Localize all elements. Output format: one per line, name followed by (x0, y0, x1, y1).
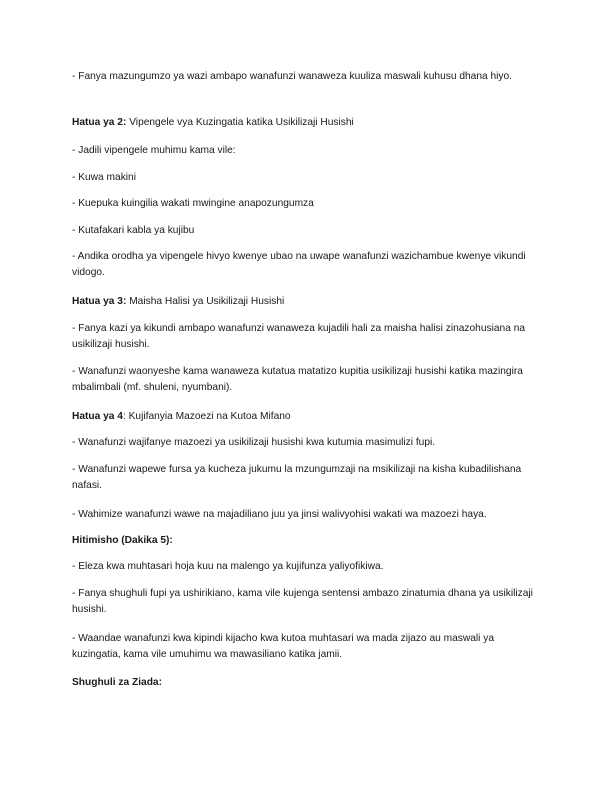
paragraph-encourage: - Wahimize wanafunzi wawe na majadiliano juu ya jinsi walivyohisi wakati wa mazoezi haya. (72, 509, 487, 520)
step-2-label: Hatua ya 2: (72, 117, 127, 128)
paragraph-role-play: - Wanafunzi wapewe fursa ya kucheza jukumu la mzungumzaji na msikilizaji na kisha kubadilishana nafasi. (72, 464, 522, 491)
step-4-title: : Kujifanyia Mazoezi na Kutoa Mifano (122, 411, 291, 422)
step-2-title: Vipengele vya Kuzingatia katika Usikilizaji Husishi (126, 117, 354, 128)
paragraph-cooperation-activity: - Fanya shughuli fupi ya ushirikiano, kama vile kujenga sentensi ambazo zinatumia dhana ya usikilizaji husishi. (72, 588, 533, 615)
step-3-label: Hatua ya 3: (72, 296, 127, 307)
step-3-heading (72, 294, 542, 310)
paragraph-solve-problems: - Wanafunzi waonyeshe kama wanaweza kutatua matatizo kupitia usikilizaji husishi katika mazingira mbalimbali (mf. shuleni, nyumbani). (72, 366, 523, 393)
paragraph-list-on-board: - Andika orodha ya vipengele hivyo kwenye ubao na uwape wanafunzi wazichambue kwenye vikundi vidogo. (72, 251, 526, 278)
step-4-label: Hatua ya 4 (72, 411, 123, 422)
paragraph-discussion: - Fanya mazungumzo ya wazi ambapo wanafunzi wanaweza kuuliza maswali kuhusu dhana hiyo. (72, 71, 512, 82)
step-2-heading (72, 115, 542, 131)
list-item-reflect: - Kutafakari kabla ya kujibu (72, 225, 195, 236)
paragraph-practice: - Wanafunzi wajifanye mazoezi ya usikilizaji husishi kwa kutumia masimulizi fupi. (72, 437, 436, 448)
step-4-heading (72, 409, 542, 425)
paragraph-summary: - Eleza kwa muhtasari hoja kuu na malengo ya kujifunza yaliyofikiwa. (72, 561, 384, 572)
extra-activities-heading: Shughuli za Ziada: (72, 677, 162, 688)
paragraph-prepare-next: - Waandae wanafunzi kwa kipindi kijacho kwa kutoa muhtasari wa mada zijazo au maswali ya kuzingatia, kama vile umuhimu wa mawasiliano katika jamii. (72, 633, 495, 660)
paragraph-group-work: - Fanya kazi ya kikundi ambapo wanafunzi wanaweza kujadili hali za maisha halisi zinazohusiana na usikilizaji husishi. (72, 323, 526, 350)
list-item-attentive: - Kuwa makini (72, 172, 136, 183)
conclusion-heading: Hitimisho (Dakika 5): (72, 535, 173, 546)
list-item-avoid-interrupting: - Kuepuka kuingilia wakati mwingine anapozungumza (72, 198, 314, 209)
step-3-title: Maisha Halisi ya Usikilizaji Husishi (126, 296, 285, 307)
paragraph-discuss-aspects: - Jadili vipengele muhimu kama vile: (72, 145, 236, 156)
